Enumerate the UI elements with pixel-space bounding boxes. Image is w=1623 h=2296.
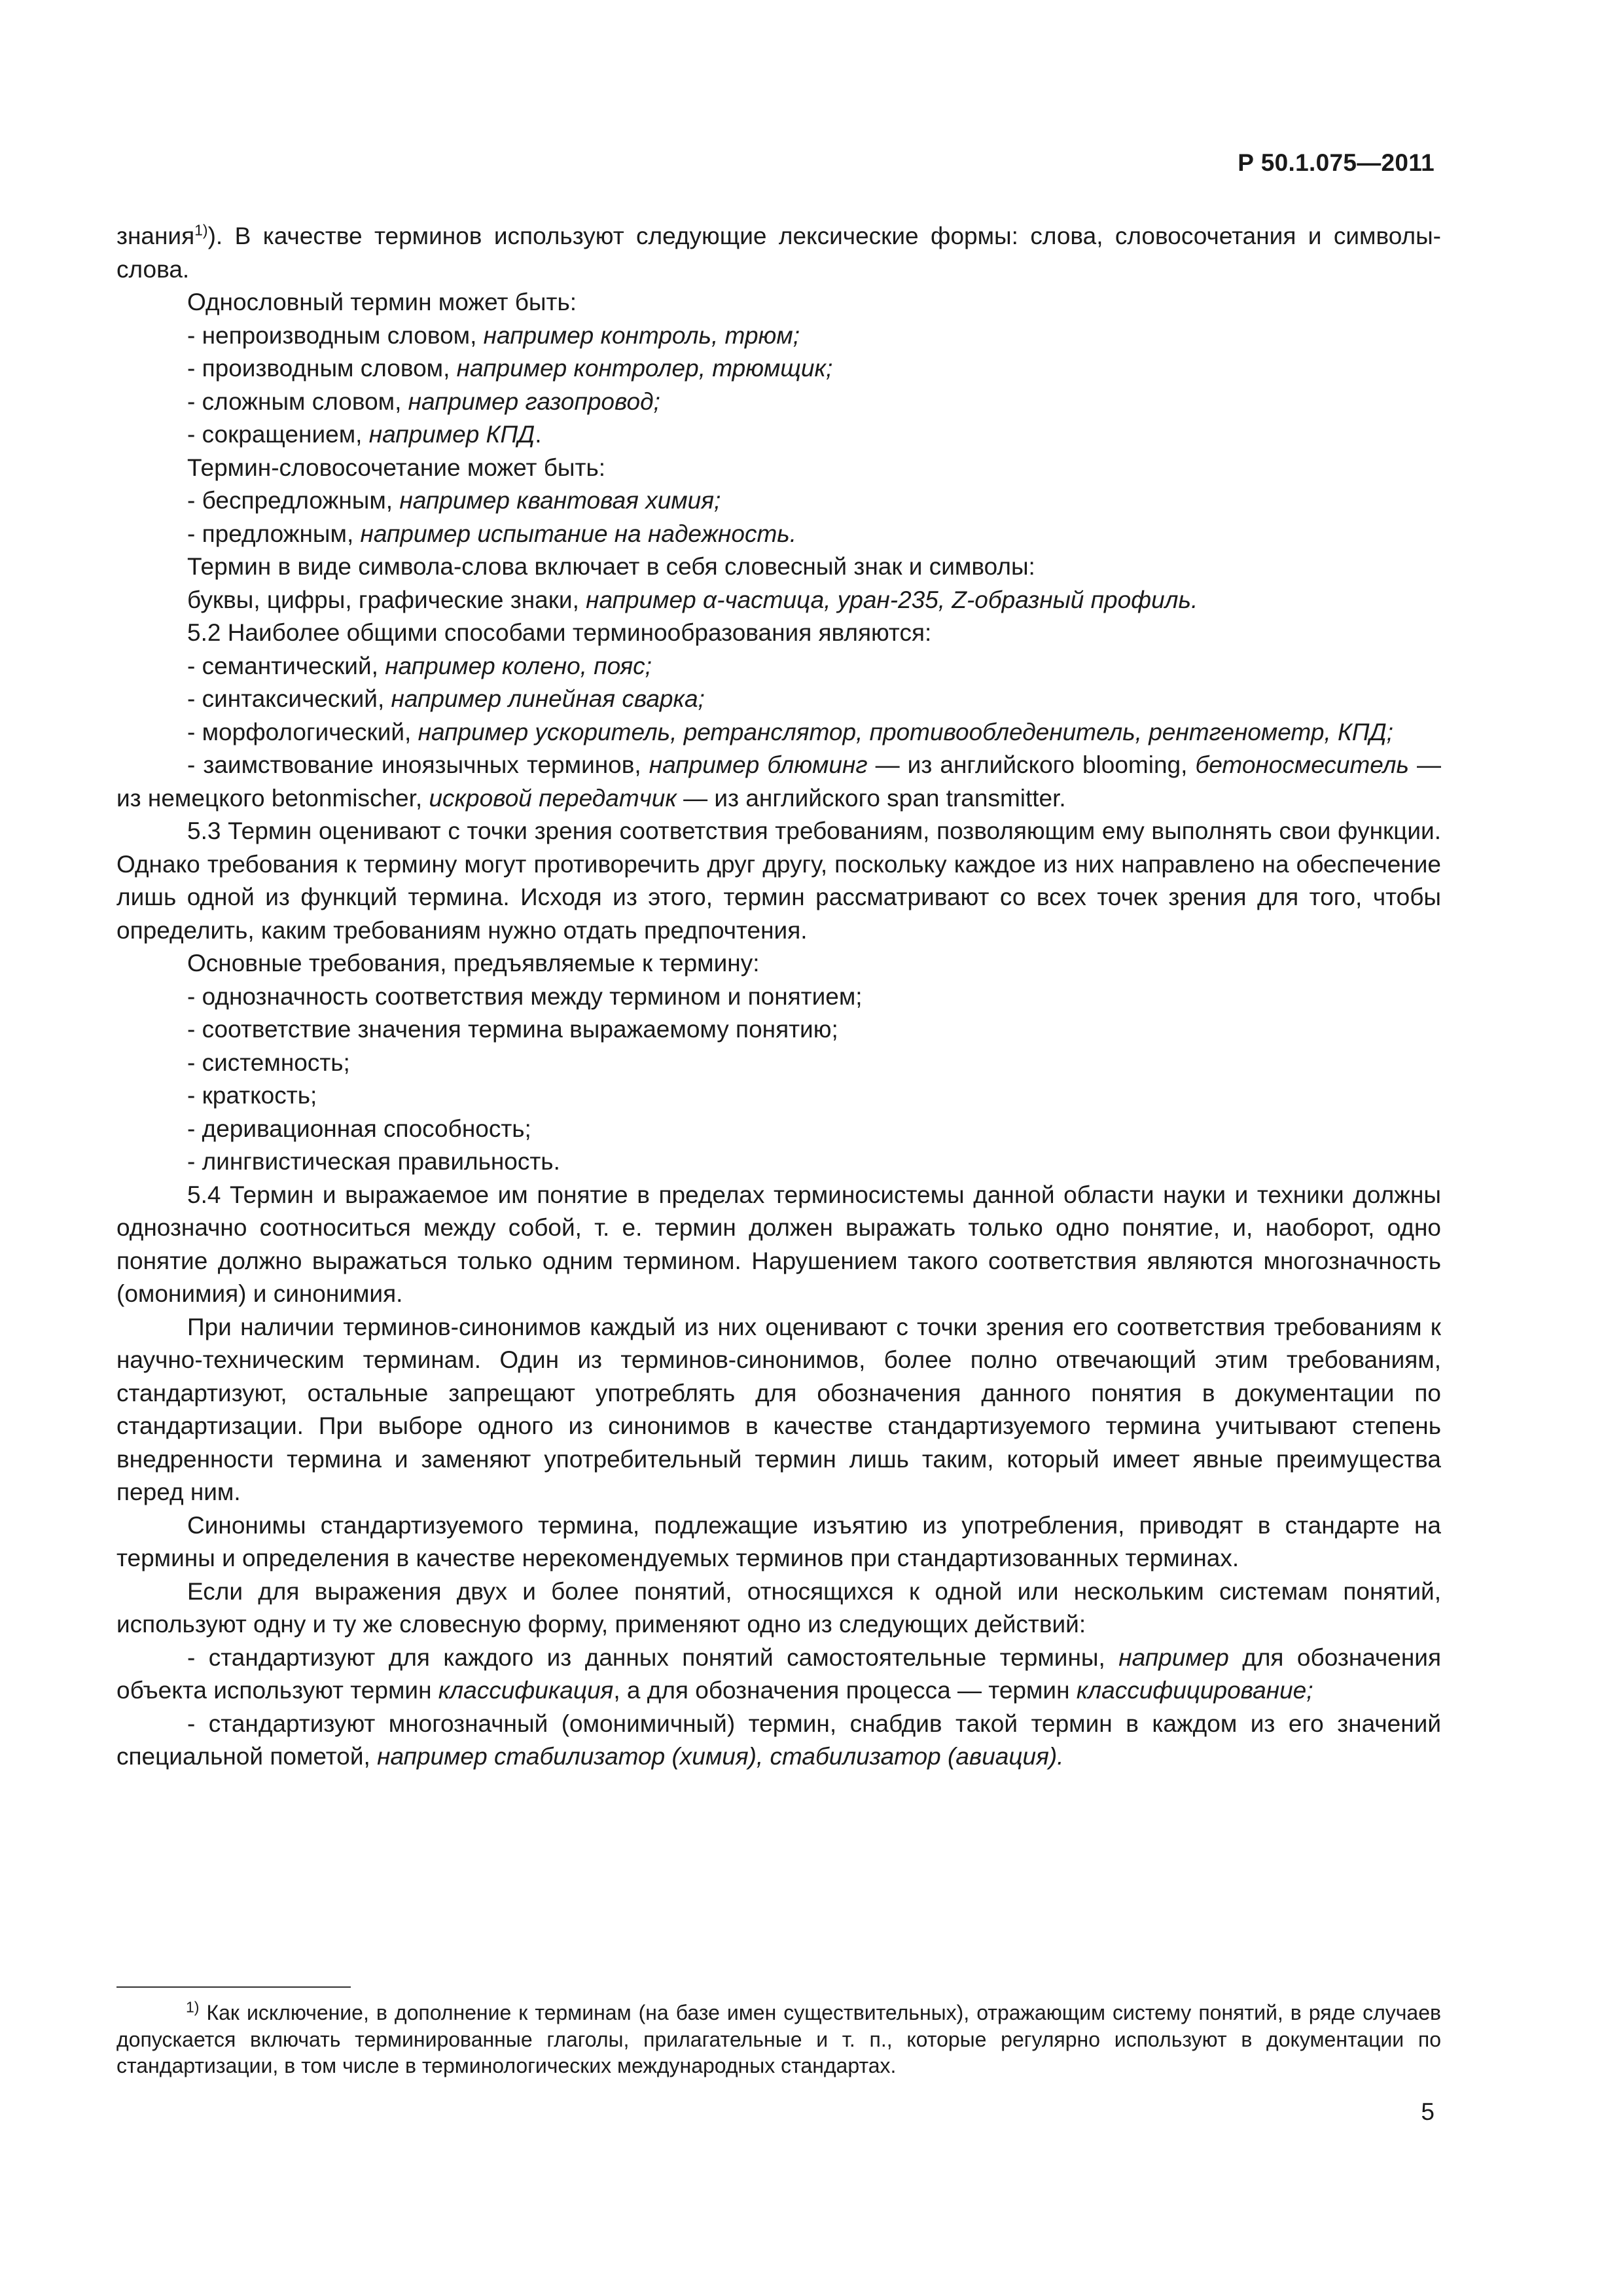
text-segment: — из английского blooming, (867, 751, 1196, 778)
text-segment: . (535, 421, 542, 448)
paragraph (116, 452, 1441, 485)
italic-example: классифицирование; (1076, 1677, 1313, 1704)
footnote-reference: 1) (194, 221, 208, 239)
italic-example: например контроль, трюм; (483, 321, 800, 349)
italic-example: искровой передатчик (429, 784, 677, 812)
paragraph (116, 980, 1441, 1014)
paragraph (116, 418, 1441, 452)
italic-example: например стабилизатор (химия), стабилизатор (авиация). (377, 1743, 1064, 1770)
text-segment: - заимствование иноязычных терминов, (187, 751, 649, 778)
text-segment: - производным словом, (187, 355, 457, 382)
italic-example: например КПД (368, 421, 535, 448)
italic-example: например контролер, трюмщик; (456, 355, 833, 382)
document-body (116, 220, 1441, 1774)
text-segment: - сложным словом, (187, 387, 408, 415)
italic-example: например блюминг (649, 751, 868, 778)
text-segment: - системность; (187, 1049, 350, 1076)
text-segment: ). В качестве терминов используют следующие лексические формы: слова, словосочетания и символы-слова. (116, 223, 1441, 283)
text-segment: - непроизводным словом, (187, 321, 484, 349)
italic-example: например (1118, 1643, 1229, 1671)
text-segment: Термин в виде символа-слова включает в себя словесный знак и символы: (187, 553, 1035, 580)
paragraph (116, 1013, 1441, 1047)
text-segment: 5.2 Наиболее общими способами терминообразования являются: (187, 619, 932, 646)
paragraph (116, 1113, 1441, 1146)
text-segment: - краткость; (187, 1082, 317, 1109)
footnote-separator (116, 1986, 351, 1988)
paragraph (116, 1575, 1441, 1641)
paragraph (116, 386, 1441, 419)
italic-example: например линейная сварка; (391, 685, 705, 712)
footnote-paragraph (116, 2000, 1441, 2079)
paragraph (116, 1047, 1441, 1080)
text-segment: Термин-словосочетание может быть: (187, 454, 606, 481)
text-segment: знания (116, 223, 195, 249)
text-segment: — из английского span transmitter. (676, 784, 1066, 812)
text-segment: для обозначения объекта используют термин (116, 1643, 1442, 1704)
text-segment: Основные требования, предъявляемые к термину: (187, 950, 760, 977)
paragraph (116, 650, 1441, 683)
italic-example: бетоносмеситель (1195, 751, 1409, 778)
text-segment: - лингвистическая правильность. (187, 1148, 560, 1175)
footnote-marker: 1) (186, 1998, 200, 2016)
paragraph (116, 815, 1441, 947)
paragraph (116, 1079, 1441, 1113)
text-segment: — из немецкого betonmischer, (116, 751, 1441, 812)
paragraph (116, 749, 1441, 815)
text-segment: - синтаксический, (187, 685, 391, 712)
paragraph (116, 1641, 1441, 1708)
text-segment: - стандартизуют для каждого из данных понятий самостоятельные термины, (187, 1643, 1119, 1671)
paragraph (116, 1311, 1441, 1509)
page-number: 5 (1421, 2098, 1435, 2125)
text-segment: 5.4 Термин и выражаемое им понятие в пределах терминосистемы данной области науки и техники должны однозначно соотноситься между собой, т. е. термин должен выражать только одно понятие, и, наоборот, одно понятие должно выражаться только одним термином. Нарушением такого соответствия являются многозначность (омонимия) и синонимия. (116, 1181, 1441, 1307)
text-segment: 5.3 Термин оценивают с точки зрения соответствия требованиям, позволяющим ему выполнять свои функции. Однако требования к термину могут противоречить друг другу, поскольку каждое из них направлено на обеспечение лишь одной из функций термина. Исходя из этого, термин рассматривают со всех точек зрения для того, чтобы определить, каким требованиям нужно отдать предпочтения. (116, 817, 1441, 944)
paragraph (116, 1179, 1441, 1311)
text-segment: Однословный термин может быть: (187, 289, 577, 315)
text-segment: Синонимы стандартизуемого термина, подлежащие изъятию из употребления, приводят в стандарте на термины и определения в качестве нерекомендуемых терминов при стандартизованных терминах. (116, 1511, 1441, 1571)
italic-example: например квантовая химия; (399, 487, 721, 514)
text-segment: - стандартизуют многозначный (омонимичный) термин, снабдив такой термин в каждом из его значений специальной пометой, (116, 1710, 1441, 1770)
italic-example: например испытание на надежность. (360, 520, 797, 547)
paragraph (116, 1708, 1441, 1774)
paragraph (116, 1509, 1441, 1575)
footnote (116, 2000, 1441, 2079)
text-segment: - беспредложным, (187, 487, 400, 514)
paragraph (116, 1145, 1441, 1179)
italic-example: например ускоритель, ретранслятор, противообледенитель, рентгенометр, КПД; (418, 718, 1393, 745)
text-segment: При наличии терминов-синонимов каждый из них оценивают с точки зрения его соответствия требованиям к научно-техническим терминам. Один из терминов-синонимов, более полно отвечающий этим требованиям, стандартизуют, остальные запрещают употреблять для обозначения данного понятия в документации по стандартизации. При выборе одного из синонимов в качестве стандартизуемого термина учитывают степень внедренности термина и заменяют употребительный термин лишь таким, который имеет явные преимущества перед ним. (116, 1313, 1441, 1505)
text-segment: - соответствие значения термина выражаемому понятию; (187, 1016, 838, 1043)
text-segment: , а для обозначения процесса — термин (613, 1677, 1077, 1704)
text-segment: - сокращением, (187, 421, 369, 448)
footnote-text: Как исключение, в дополнение к терминам (на базе имен существительных), отражающим систему понятий, в ряде случаев допускается включать терминированные глаголы, прилагательные и т. п., которые регулярно используют в документации по стандартизации, в том числе в терминологических международных стандартах. (116, 2001, 1441, 2077)
text-segment: - деривационная способность; (187, 1115, 531, 1142)
text-segment: буквы, цифры, графические знаки, (187, 586, 586, 613)
italic-example: классификация (438, 1677, 614, 1704)
document-number: Р 50.1.075—2011 (1238, 149, 1435, 176)
text-segment: Если для выражения двух и более понятий, относящихся к одной или нескольким системам понятий, используют одну и ту же словесную форму, применяют одно из следующих действий: (116, 1577, 1441, 1638)
paragraph (116, 550, 1441, 584)
paragraph (116, 617, 1441, 650)
paragraph (116, 683, 1441, 716)
text-segment: - семантический, (187, 652, 385, 679)
italic-example: например α-частица, уран-235, Z-образный профиль. (586, 586, 1198, 613)
paragraph (116, 947, 1441, 980)
paragraph (116, 484, 1441, 518)
paragraph (116, 319, 1441, 353)
paragraph (116, 716, 1441, 749)
italic-example: например колено, пояс; (385, 652, 652, 679)
text-segment: - однозначность соответствия между термином и понятием; (187, 982, 863, 1010)
paragraph (116, 286, 1441, 319)
paragraph (116, 352, 1441, 386)
text-segment: - предложным, (187, 520, 361, 547)
text-segment: - морфологический, (187, 718, 418, 745)
italic-example: например газопровод; (408, 387, 660, 415)
paragraph (116, 584, 1441, 617)
paragraph (116, 518, 1441, 551)
paragraph (116, 220, 1441, 286)
